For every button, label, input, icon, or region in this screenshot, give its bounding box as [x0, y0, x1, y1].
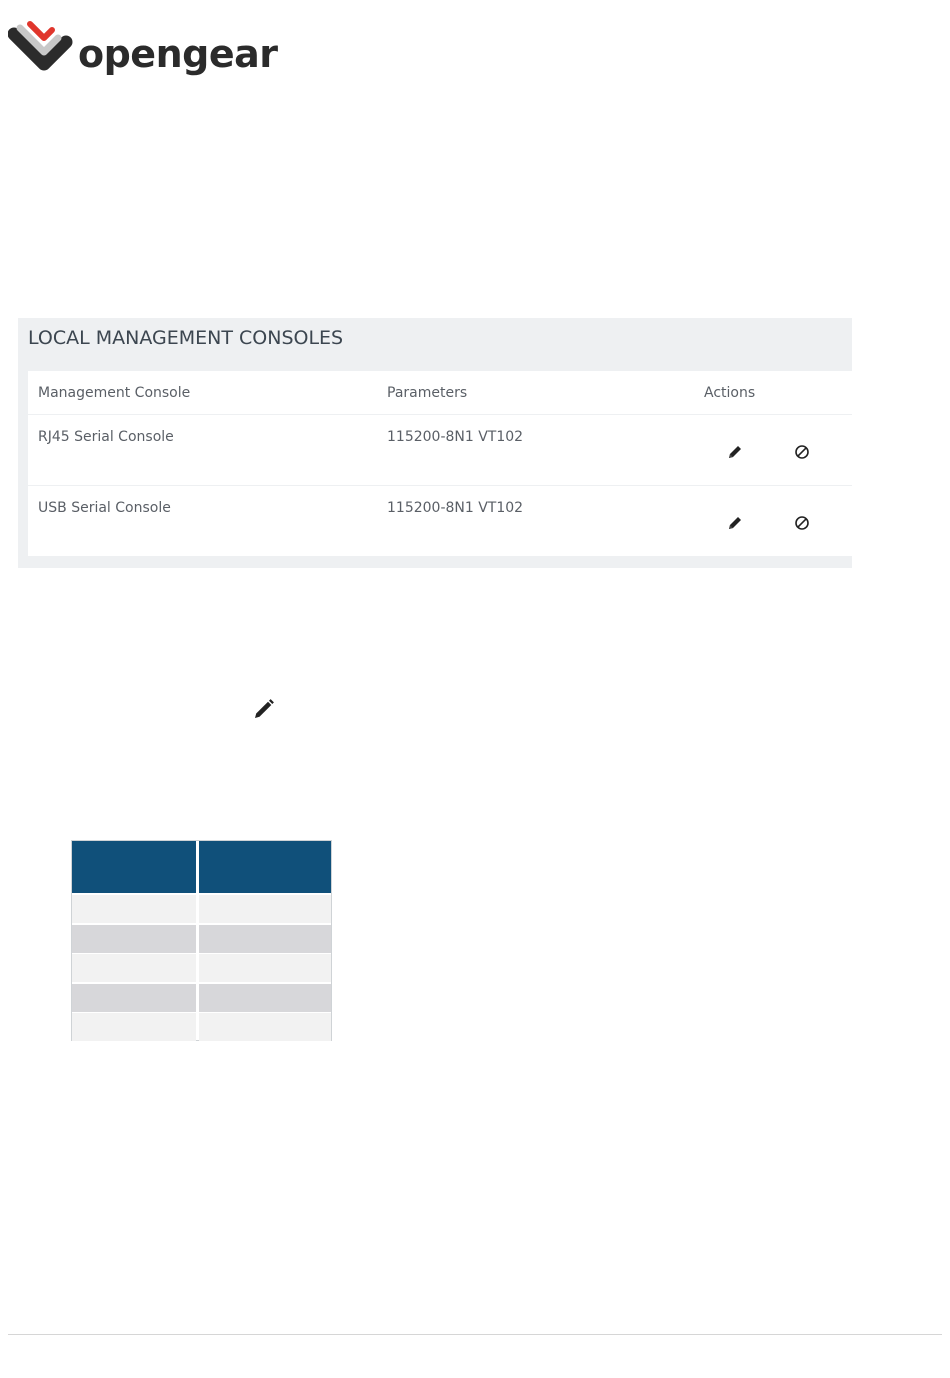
- spec-table-cell: [72, 984, 196, 1012]
- table-row: [28, 485, 852, 556]
- spec-table-cell: [199, 1013, 331, 1041]
- edit-icon[interactable]: [726, 443, 744, 461]
- column-header-actions: Actions: [704, 385, 756, 401]
- console-name: USB Serial Console: [38, 500, 171, 516]
- spec-table-header-cell: [72, 841, 196, 893]
- disable-icon[interactable]: [793, 514, 811, 532]
- spec-table-cell: [199, 984, 331, 1012]
- console-parameters: 115200-8N1 VT102: [387, 500, 524, 516]
- table-header: [28, 371, 852, 414]
- consoles-table: [28, 371, 852, 556]
- footer-divider: [8, 1334, 942, 1335]
- local-management-consoles-panel: [18, 318, 852, 568]
- spec-table-header-cell: [199, 841, 331, 893]
- console-name: RJ45 Serial Console: [38, 429, 174, 445]
- spec-table: [71, 840, 332, 1041]
- spec-table-cell: [199, 925, 331, 953]
- disable-icon[interactable]: [793, 443, 811, 461]
- table-row: [28, 415, 852, 485]
- logo-wordmark: opengear: [78, 32, 278, 76]
- opengear-logo-mark: [8, 20, 74, 84]
- edit-icon[interactable]: [726, 514, 744, 532]
- opengear-logo: [8, 20, 278, 84]
- spec-table-cell: [72, 895, 196, 923]
- console-parameters: 115200-8N1 VT102: [387, 429, 524, 445]
- spec-table-cell: [72, 925, 196, 953]
- column-header-parameters: Parameters: [387, 385, 468, 401]
- spec-table-cell: [199, 954, 331, 982]
- column-header-console: Management Console: [38, 385, 191, 401]
- spec-table-cell: [72, 954, 196, 982]
- spec-table-cell: [72, 1013, 196, 1041]
- edit-icon: [252, 697, 276, 721]
- spec-table-cell: [199, 895, 331, 923]
- panel-title: LOCAL MANAGEMENT CONSOLES: [28, 327, 344, 349]
